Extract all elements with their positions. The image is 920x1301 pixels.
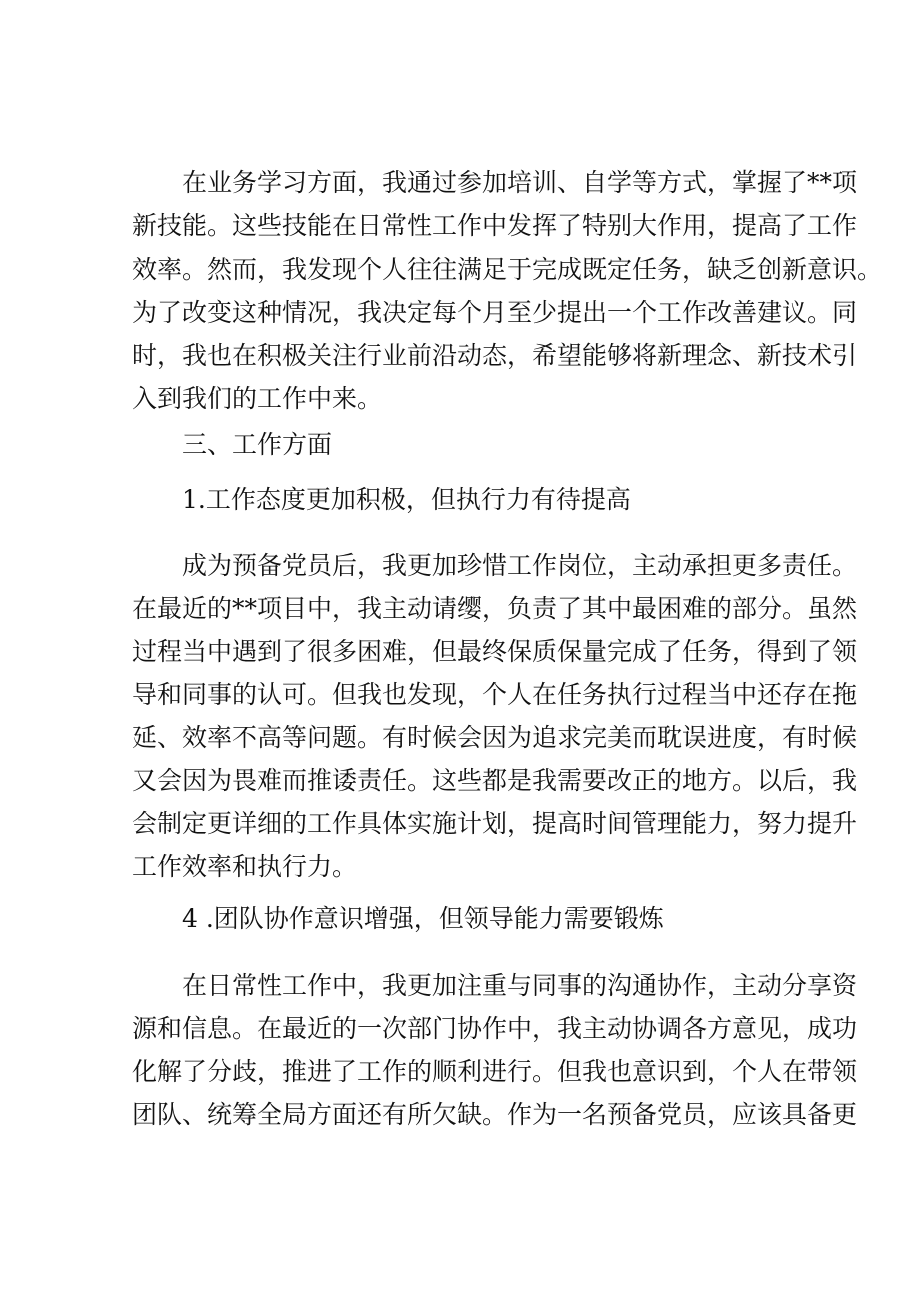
- subheading: 1.工作态度更加积极，但执行力有待提高: [182, 485, 631, 514]
- paragraph-line: 在业务学习方面，我通过参加培训、自学等方式，掌握了**项: [182, 168, 858, 197]
- paragraph-line: 在最近的**项目中，我主动请缨，负责了其中最困难的部分。虽然: [132, 594, 858, 623]
- paragraph-line: 团队、统筹全局方面还有所欠缺。作为一名预备党员，应该具备更: [132, 1100, 858, 1129]
- paragraph-line: 会制定更详细的工作具体实施计划，提高时间管理能力，努力提升: [132, 809, 858, 838]
- paragraph-line: 延、效率不高等问题。有时候会因为追求完美而耽误进度，有时候: [132, 723, 858, 752]
- subheading: 4 .团队协作意识增强，但领导能力需要锻炼: [182, 904, 664, 933]
- paragraph-line: 效率。然而，我发现个人往往满足于完成既定任务，缺乏创新意识。: [132, 255, 883, 284]
- paragraph-line: 过程当中遇到了很多困难，但最终保质保量完成了任务，得到了领: [132, 637, 858, 666]
- paragraph-line: 在日常性工作中，我更加注重与同事的沟通协作，主动分享资: [182, 971, 858, 1000]
- paragraph-line: 化解了分歧，推进了工作的顺利进行。但我也意识到，个人在带领: [132, 1057, 858, 1086]
- section-heading: 三、工作方面: [182, 430, 333, 459]
- paragraph-line: 为了改变这种情况，我决定每个月至少提出一个工作改善建议。同: [132, 298, 858, 327]
- paragraph-line: 源和信息。在最近的一次部门协作中，我主动协调各方意见，成功: [132, 1014, 858, 1043]
- paragraph-line: 工作效率和执行力。: [132, 852, 358, 881]
- paragraph-line: 新技能。这些技能在日常性工作中发挥了特别大作用，提高了工作: [132, 211, 858, 240]
- paragraph-line: 导和同事的认可。但我也发现，个人在任务执行过程当中还存在拖: [132, 680, 858, 709]
- paragraph-line: 成为预备党员后，我更加珍惜工作岗位，主动承担更多责任。: [182, 551, 858, 580]
- paragraph-line: 又会因为畏难而推诿责任。这些都是我需要改正的地方。以后，我: [132, 766, 858, 795]
- paragraph-line: 时，我也在积极关注行业前沿动态，希望能够将新理念、新技术引: [132, 341, 858, 370]
- paragraph-line: 入到我们的工作中来。: [132, 384, 383, 413]
